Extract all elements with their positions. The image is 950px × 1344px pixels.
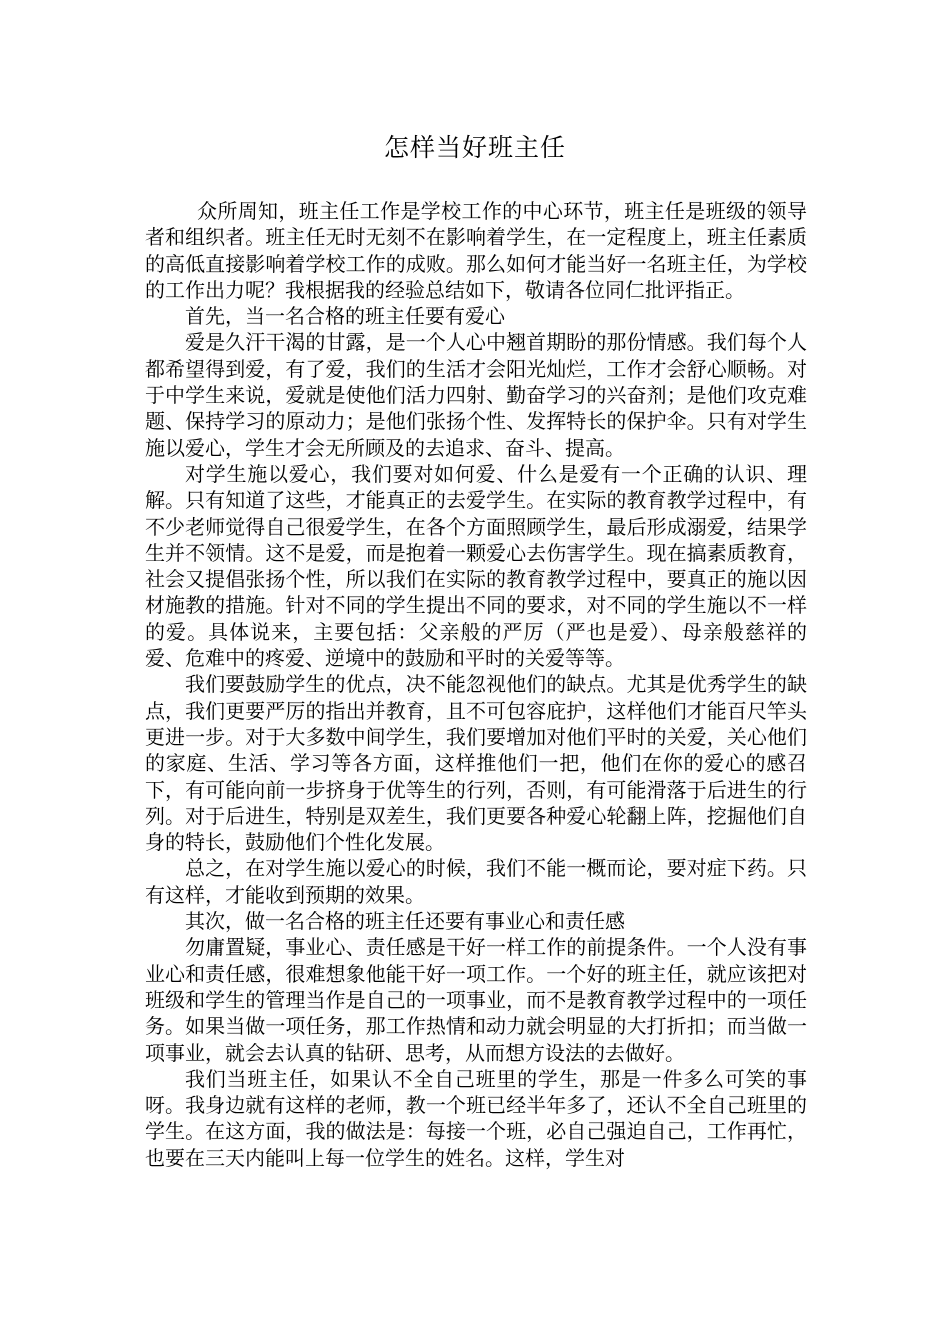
document-body — [145, 198, 807, 1171]
section-heading-love: 首先，当一名合格的班主任要有爱心 — [185, 304, 505, 329]
paragraph-intro: 众所周知，班主任工作是学校工作的中心环节，班主任是班级的领导者和组织者。班主任无时无刻不在影响着学生，在一定程度上，班主任素质的高低直接影响着学校工作的成败。那么如何才能当好一名班主任，为学校的工作出力呢？我根据我的经验总结如下，敬请各位同仁批评指正。 — [145, 199, 807, 302]
paragraph: 对学生施以爱心，我们要对如何爱、什么是爱有一个正确的认识、理解。只有知道了这些，才能真正的去爱学生。在实际的教育教学过程中，有不少老师觉得自己很爱学生，在各个方面照顾学生，最后形成溺爱，结果学生并不领情。这不是爱，而是抱着一颗爱心去伤害学生。现在搞素质教育，社会又提倡张扬个性，所以我们在实际的教育教学过程中，要真正的施以因材施教的措施。针对不同的学生提出不同的要求，对不同的学生施以不一样的爱。具体说来，主要包括：父亲般的严厉（严也是爱）、母亲般慈祥的爱、危难中的疼爱、逆境中的鼓励和平时的关爱等等。 — [145, 461, 807, 671]
paragraph: 总之，在对学生施以爱心的时候，我们不能一概而论，要对症下药。只有这样，才能收到预期的效果。 — [145, 856, 807, 907]
document-title: 怎样当好班主任 — [383, 133, 566, 162]
paragraph: 我们当班主任，如果认不全自己班里的学生，那是一件多么可笑的事呀。我身边就有这样的老师，教一个班已经半年多了，还认不全自己班里的学生。在这方面，我的做法是：每接一个班，必自己强迫自己，工作再忙，也要在三天内能叫上每一位学生的姓名。这样，学生对 — [145, 1066, 807, 1170]
paragraph: 勿庸置疑，事业心、责任感是干好一样工作的前提条件。一个人没有事业心和责任感，很难想象他能干好一项工作。一个好的班主任，就应该把对班级和学生的管理当作是自己的一项事业，而不是教育教学过程中的一项任务。如果当做一项任务，那工作热情和动力就会明显的大打折扣；而当做一项事业，就会去认真的钻研、思考，从而想方设法的去做好。 — [145, 935, 807, 1065]
paragraph: 爱是久汗干渴的甘露，是一个人心中翘首期盼的那份情感。我们每个人都希望得到爱，有了爱，我们的生活才会阳光灿烂，工作才会舒心顺畅。对于中学生来说，爱就是使他们活力四射、勤奋学习的兴奋剂；是他们攻克难题、保持学习的原动力；是他们张扬个性、发挥特长的保护伞。只有对学生施以爱心，学生才会无所顾及的去追求、奋斗、提高。 — [145, 330, 807, 460]
paragraph: 我们要鼓励学生的优点，决不能忽视他们的缺点。尤其是优秀学生的缺点，我们更要严厉的指出并教育，且不可包容庇护，这样他们才能百尺竿头更进一步。对于大多数中间学生，我们要增加对他们平时的关爱，关心他们的家庭、生活、学习等各方面，这样推他们一把，他们在你的爱心的感召下，有可能向前一步挤身于优等生的行列，否则，有可能滑落于后进生的行列。对于后进生，特别是双差生，我们更要各种爱心轮翻上阵，挖掘他们自身的特长，鼓励他们个性化发展。 — [145, 672, 807, 855]
section-heading-responsibility: 其次，做一名合格的班主任还要有事业心和责任感 — [185, 909, 625, 934]
